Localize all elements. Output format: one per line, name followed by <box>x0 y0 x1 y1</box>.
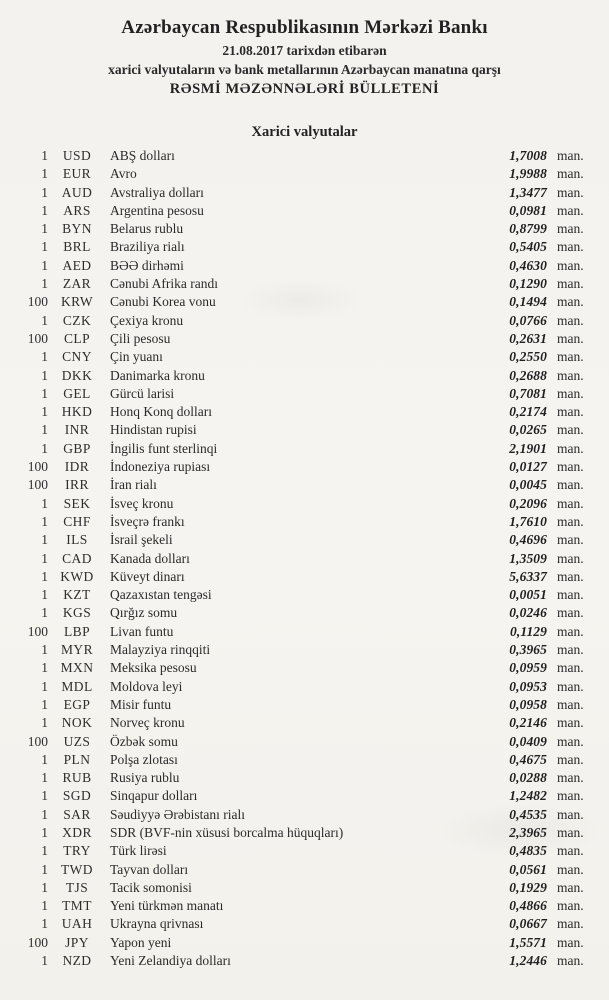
rate-value-cell: 0,2550 <box>509 349 547 365</box>
currency-code-cell: GEL <box>63 385 91 401</box>
rate-value-cell: 0,1129 <box>510 623 547 639</box>
currency-name-cell: Çili pesosu <box>110 330 171 346</box>
quantity-cell: 1 <box>41 257 48 273</box>
currency-code-cell: TRY <box>63 843 91 859</box>
rate-value-cell: 0,4835 <box>509 843 547 859</box>
unit-cell: man. <box>557 678 584 694</box>
currency-code-cell: AUD <box>61 184 93 200</box>
currency-code-cell: SGD <box>62 788 92 804</box>
unit-cell: man. <box>557 148 584 163</box>
rate-row <box>0 842 609 860</box>
quantity-cell: 100 <box>27 623 48 639</box>
currency-name-cell: Qazaxıstan tengəsi <box>110 587 212 603</box>
rate-value-cell: 1,5571 <box>509 934 547 950</box>
currency-name-cell: Braziliya rialı <box>110 239 185 255</box>
rate-value-cell: 0,2146 <box>509 715 547 731</box>
rate-row <box>0 440 609 458</box>
rate-row <box>0 202 609 220</box>
currency-name-cell: Yeni Zelandiya dolları <box>110 953 231 969</box>
currency-name-cell: Yapon yeni <box>110 934 172 950</box>
rate-value-cell: 1,2482 <box>509 788 547 804</box>
currency-name-cell: Argentina pesosu <box>110 202 204 218</box>
currency-name-cell: Küveyt dinarı <box>110 568 185 584</box>
rate-value-cell: 0,4696 <box>509 532 547 548</box>
unit-cell: man. <box>557 385 584 401</box>
rate-value-cell: 0,3965 <box>509 642 547 658</box>
unit-cell: man. <box>557 532 584 548</box>
currency-name-cell: Özbək somu <box>110 733 178 749</box>
quantity-cell: 1 <box>41 550 48 566</box>
unit-cell: man. <box>557 934 584 950</box>
currency-code-cell: MXN <box>60 660 94 676</box>
quantity-cell: 1 <box>41 696 48 712</box>
currency-code-cell: NOK <box>61 715 93 731</box>
rate-row <box>0 458 609 476</box>
unit-cell: man. <box>557 642 584 658</box>
unit-cell: man. <box>557 495 584 511</box>
currency-code-cell: KGS <box>62 605 92 621</box>
rate-row <box>0 495 609 513</box>
currency-code-cell: IRR <box>65 477 89 493</box>
unit-cell: man. <box>557 806 584 822</box>
currency-code-cell: ARS <box>63 202 91 218</box>
rate-row <box>0 824 609 842</box>
unit-cell: man. <box>557 953 584 969</box>
rate-value-cell: 0,0981 <box>509 202 547 218</box>
rate-value-cell: 0,0265 <box>509 422 547 438</box>
currency-code-cell: CAD <box>62 550 92 566</box>
rate-value-cell: 0,2174 <box>509 404 547 420</box>
unit-cell: man. <box>557 715 584 731</box>
rate-value-cell: 0,5405 <box>509 239 547 255</box>
currency-code-cell: XDR <box>62 824 92 840</box>
quantity-cell: 1 <box>41 715 48 731</box>
quantity-cell: 100 <box>27 934 48 950</box>
currency-code-cell: UAH <box>61 916 93 932</box>
rate-row <box>0 641 609 659</box>
rate-value-cell: 1,7008 <box>509 148 547 163</box>
currency-name-cell: Malayziya rinqqiti <box>110 642 211 658</box>
rate-value-cell: 0,0246 <box>509 605 547 621</box>
unit-cell: man. <box>557 367 584 383</box>
unit-cell: man. <box>557 733 584 749</box>
rate-row <box>0 421 609 439</box>
currency-name-cell: İngilis funt sterlinqi <box>110 440 218 456</box>
unit-cell: man. <box>557 221 584 237</box>
currency-code-cell: INR <box>64 422 90 438</box>
currency-name-cell: Polşa zlotası <box>110 751 178 767</box>
unit-cell: man. <box>557 166 584 182</box>
rate-row <box>0 165 609 183</box>
currency-code-cell: KZT <box>63 587 91 603</box>
currency-name-cell: Gürcü larisi <box>110 385 175 401</box>
unit-cell: man. <box>557 568 584 584</box>
rate-value-cell: 0,4535 <box>509 806 547 822</box>
quantity-cell: 1 <box>41 148 48 163</box>
rate-row <box>0 513 609 531</box>
quantity-cell: 1 <box>41 660 48 676</box>
quantity-cell: 1 <box>41 349 48 365</box>
unit-cell: man. <box>557 349 584 365</box>
currency-name-cell: Rusiya rublu <box>110 770 180 786</box>
rate-value-cell: 1,3509 <box>509 550 547 566</box>
unit-cell: man. <box>557 294 584 310</box>
unit-cell: man. <box>557 916 584 932</box>
rate-value-cell: 0,0958 <box>509 696 547 712</box>
subtitle-line: xarici valyutaların və bank metallarının Azərbaycan manatına qarşı <box>108 62 501 77</box>
currency-name-cell: BƏƏ dirhəmi <box>110 257 184 273</box>
unit-cell: man. <box>557 824 584 840</box>
rate-row <box>0 385 609 403</box>
unit-cell: man. <box>557 898 584 914</box>
currency-code-cell: TMT <box>62 898 92 914</box>
currency-name-cell: Meksika pesosu <box>110 660 197 676</box>
rate-row <box>0 257 609 275</box>
currency-name-cell: İsveçrə frankı <box>110 513 185 529</box>
unit-cell: man. <box>557 513 584 529</box>
quantity-cell: 1 <box>41 513 48 529</box>
currency-name-cell: Qırğız somu <box>110 605 178 621</box>
rate-row <box>0 604 609 622</box>
rate-value-cell: 0,2096 <box>509 495 547 511</box>
unit-cell: man. <box>557 861 584 877</box>
rate-row <box>0 275 609 293</box>
currency-code-cell: SEK <box>63 495 91 511</box>
currency-code-cell: DKK <box>61 367 93 383</box>
currency-name-cell: İsveç kronu <box>110 495 174 511</box>
currency-code-cell: KRW <box>61 294 93 310</box>
unit-cell: man. <box>557 788 584 804</box>
rate-value-cell: 0,0766 <box>509 312 547 328</box>
currency-code-cell: MDL <box>61 678 93 694</box>
currency-code-cell: ZAR <box>62 276 92 292</box>
rate-row <box>0 861 609 879</box>
rate-value-cell: 0,0051 <box>509 587 547 603</box>
rate-row <box>0 184 609 202</box>
quantity-cell: 1 <box>41 239 48 255</box>
currency-name-cell: Honq Konq dolları <box>110 404 212 420</box>
currency-code-cell: USD <box>62 148 92 163</box>
effective-date-line: 21.08.2017 tarixdən etibarən <box>222 43 387 58</box>
unit-cell: man. <box>557 404 584 420</box>
quantity-cell: 1 <box>41 568 48 584</box>
rate-row <box>0 312 609 330</box>
rate-row <box>0 769 609 787</box>
currency-code-cell: UZS <box>63 733 91 749</box>
quantity-cell: 1 <box>41 587 48 603</box>
rate-value-cell: 0,0288 <box>509 770 547 786</box>
currency-code-cell: SAR <box>63 806 91 822</box>
bulletin-header <box>0 15 609 100</box>
unit-cell: man. <box>557 660 584 676</box>
currency-code-cell: HKD <box>61 404 93 420</box>
quantity-cell: 100 <box>27 477 48 493</box>
rate-row <box>0 330 609 348</box>
rate-row <box>0 568 609 586</box>
rate-value-cell: 0,2631 <box>509 330 547 346</box>
unit-cell: man. <box>557 239 584 255</box>
quantity-cell: 1 <box>41 953 48 969</box>
rate-row <box>0 403 609 421</box>
currency-name-cell: Moldova leyi <box>110 678 183 694</box>
rate-row <box>0 476 609 494</box>
currency-name-cell: Danimarka kronu <box>110 367 205 383</box>
currency-name-cell: Tacik somonisi <box>110 879 192 895</box>
currency-code-cell: MYR <box>61 642 93 658</box>
currency-code-cell: CNY <box>62 349 92 365</box>
rate-value-cell: 0,1929 <box>509 879 547 895</box>
currency-code-cell: JPY <box>65 934 89 950</box>
currency-code-cell: LBP <box>64 623 90 639</box>
unit-cell: man. <box>557 770 584 786</box>
currency-name-cell: Avro <box>110 166 137 182</box>
currency-code-cell: RUB <box>62 770 92 786</box>
quantity-cell: 1 <box>41 276 48 292</box>
rate-row <box>0 293 609 311</box>
rate-row <box>0 550 609 568</box>
rate-value-cell: 1,9988 <box>509 166 547 182</box>
currency-code-cell: KWD <box>60 568 94 584</box>
rate-row <box>0 696 609 714</box>
quantity-cell: 1 <box>41 879 48 895</box>
unit-cell: man. <box>557 477 584 493</box>
unit-cell: man. <box>557 422 584 438</box>
rate-value-cell: 1,7610 <box>509 513 547 529</box>
currency-name-cell: SDR (BVF-nin xüsusi borcalma hüquqları) <box>110 824 344 840</box>
rates-table <box>0 147 609 970</box>
unit-cell: man. <box>557 312 584 328</box>
rate-value-cell: 2,1901 <box>509 440 547 456</box>
currency-name-cell: İran rialı <box>110 477 157 493</box>
currency-name-cell: İndoneziya rupiası <box>110 459 211 475</box>
currency-name-cell: Ukrayna qrivnası <box>110 916 204 932</box>
rate-row <box>0 147 609 165</box>
unit-cell: man. <box>557 276 584 292</box>
quantity-cell: 1 <box>41 532 48 548</box>
rate-row <box>0 678 609 696</box>
rate-value-cell: 2,3965 <box>509 824 547 840</box>
currency-name-cell: Səudiyyə Ərəbistanı rialı <box>110 806 245 822</box>
currency-name-cell: Hindistan rupisi <box>110 422 197 438</box>
quantity-cell: 1 <box>41 898 48 914</box>
rate-row <box>0 220 609 238</box>
quantity-cell: 1 <box>41 806 48 822</box>
currency-name-cell: Livan funtu <box>110 623 174 639</box>
quantity-cell: 100 <box>27 459 48 475</box>
currency-name-cell: Türk lirəsi <box>110 843 167 859</box>
currency-name-cell: Avstraliya dolları <box>110 184 204 200</box>
quantity-cell: 100 <box>27 330 48 346</box>
rate-row <box>0 915 609 933</box>
unit-cell: man. <box>557 440 584 456</box>
unit-cell: man. <box>557 843 584 859</box>
currency-code-cell: CLP <box>64 330 90 346</box>
quantity-cell: 1 <box>41 642 48 658</box>
rate-row <box>0 751 609 769</box>
rate-row <box>0 659 609 677</box>
rate-row <box>0 733 609 751</box>
currency-code-cell: TJS <box>65 879 89 895</box>
quantity-cell: 1 <box>41 404 48 420</box>
currency-code-cell: BRL <box>63 239 91 255</box>
rate-value-cell: 0,0045 <box>509 477 547 493</box>
currency-code-cell: GBP <box>63 440 91 456</box>
quantity-cell: 1 <box>41 440 48 456</box>
quantity-cell: 1 <box>41 861 48 877</box>
quantity-cell: 1 <box>41 367 48 383</box>
rate-row <box>0 806 609 824</box>
currency-code-cell: BYN <box>62 221 92 237</box>
quantity-cell: 1 <box>41 495 48 511</box>
currency-name-cell: Kanada dolları <box>110 550 190 566</box>
rate-value-cell: 1,2446 <box>509 953 547 969</box>
rate-value-cell: 0,7081 <box>509 385 547 401</box>
unit-cell: man. <box>557 550 584 566</box>
quantity-cell: 1 <box>41 788 48 804</box>
rate-row <box>0 897 609 915</box>
rate-row <box>0 623 609 641</box>
quantity-cell: 1 <box>41 184 48 200</box>
unit-cell: man. <box>557 605 584 621</box>
currency-code-cell: CHF <box>63 513 91 529</box>
unit-cell: man. <box>557 202 584 218</box>
unit-cell: man. <box>557 330 584 346</box>
rate-value-cell: 0,1290 <box>509 276 547 292</box>
quantity-cell: 1 <box>41 422 48 438</box>
currency-code-cell: AED <box>62 257 92 273</box>
rate-value-cell: 0,0561 <box>509 861 547 877</box>
rate-value-cell: 0,0959 <box>509 660 547 676</box>
quantity-cell: 1 <box>41 678 48 694</box>
currency-code-cell: EUR <box>62 166 92 182</box>
unit-cell: man. <box>557 879 584 895</box>
quantity-cell: 1 <box>41 751 48 767</box>
quantity-cell: 1 <box>41 605 48 621</box>
rate-row <box>0 787 609 805</box>
quantity-cell: 1 <box>41 843 48 859</box>
currency-name-cell: Belarus rublu <box>110 221 184 237</box>
currency-name-cell: Sinqapur dolları <box>110 788 198 804</box>
rate-value-cell: 0,8799 <box>509 221 547 237</box>
quantity-cell: 1 <box>41 312 48 328</box>
rate-value-cell: 0,1494 <box>509 294 547 310</box>
currency-code-cell: PLN <box>63 751 91 767</box>
rate-value-cell: 0,2688 <box>509 367 547 383</box>
unit-cell: man. <box>557 184 584 200</box>
rate-value-cell: 0,0409 <box>509 733 547 749</box>
currency-name-cell: Tayvan dolları <box>110 861 189 877</box>
currency-code-cell: NZD <box>62 953 92 969</box>
rate-value-cell: 5,6337 <box>509 568 547 584</box>
rate-row <box>0 531 609 549</box>
currency-name-cell: Misir funtu <box>110 696 172 712</box>
unit-cell: man. <box>557 623 584 639</box>
section-heading-foreign-currencies: Xarici valyutalar <box>251 124 358 140</box>
currency-name-cell: Çexiya kronu <box>110 312 184 328</box>
rate-row <box>0 934 609 952</box>
currency-code-cell: TWD <box>61 861 93 877</box>
bulletin-title-line: RƏSMİ MƏZƏNNƏLƏRİ BÜLLETENİ <box>169 81 440 97</box>
currency-name-cell: Cənubi Korea vonu <box>110 294 216 310</box>
quantity-cell: 1 <box>41 221 48 237</box>
quantity-cell: 1 <box>41 916 48 932</box>
unit-cell: man. <box>557 459 584 475</box>
page-title: Azərbaycan Respublikasının Mərkəzi Bankı <box>121 17 488 38</box>
rate-row <box>0 952 609 970</box>
rate-value-cell: 0,0127 <box>509 459 547 475</box>
rate-value-cell: 0,4866 <box>509 898 547 914</box>
rate-row <box>0 714 609 732</box>
currency-name-cell: Norveç kronu <box>110 715 185 731</box>
rate-value-cell: 0,0667 <box>509 916 547 932</box>
rate-row <box>0 367 609 385</box>
unit-cell: man. <box>557 751 584 767</box>
currency-code-cell: ILS <box>66 532 88 548</box>
rate-row <box>0 879 609 897</box>
quantity-cell: 1 <box>41 166 48 182</box>
quantity-cell: 1 <box>41 202 48 218</box>
rate-row <box>0 586 609 604</box>
currency-name-cell: Yeni türkmən manatı <box>110 898 224 914</box>
quantity-cell: 1 <box>41 770 48 786</box>
rate-value-cell: 1,3477 <box>509 184 547 200</box>
currency-name-cell: ABŞ dolları <box>110 148 175 163</box>
currency-code-cell: IDR <box>64 459 90 475</box>
rate-row <box>0 348 609 366</box>
unit-cell: man. <box>557 696 584 712</box>
quantity-cell: 1 <box>41 824 48 840</box>
currency-name-cell: İsrail şekeli <box>110 532 173 548</box>
quantity-cell: 100 <box>27 733 48 749</box>
rate-value-cell: 0,0953 <box>509 678 547 694</box>
currency-name-cell: Çin yuanı <box>110 349 163 365</box>
quantity-cell: 100 <box>27 294 48 310</box>
currency-name-cell: Cənubi Afrika randı <box>110 276 218 292</box>
quantity-cell: 1 <box>41 385 48 401</box>
rate-row <box>0 238 609 256</box>
currency-code-cell: EGP <box>63 696 91 712</box>
unit-cell: man. <box>557 587 584 603</box>
currency-code-cell: CZK <box>62 312 92 328</box>
rate-value-cell: 0,4675 <box>509 751 547 767</box>
rate-value-cell: 0,4630 <box>509 257 547 273</box>
unit-cell: man. <box>557 257 584 273</box>
